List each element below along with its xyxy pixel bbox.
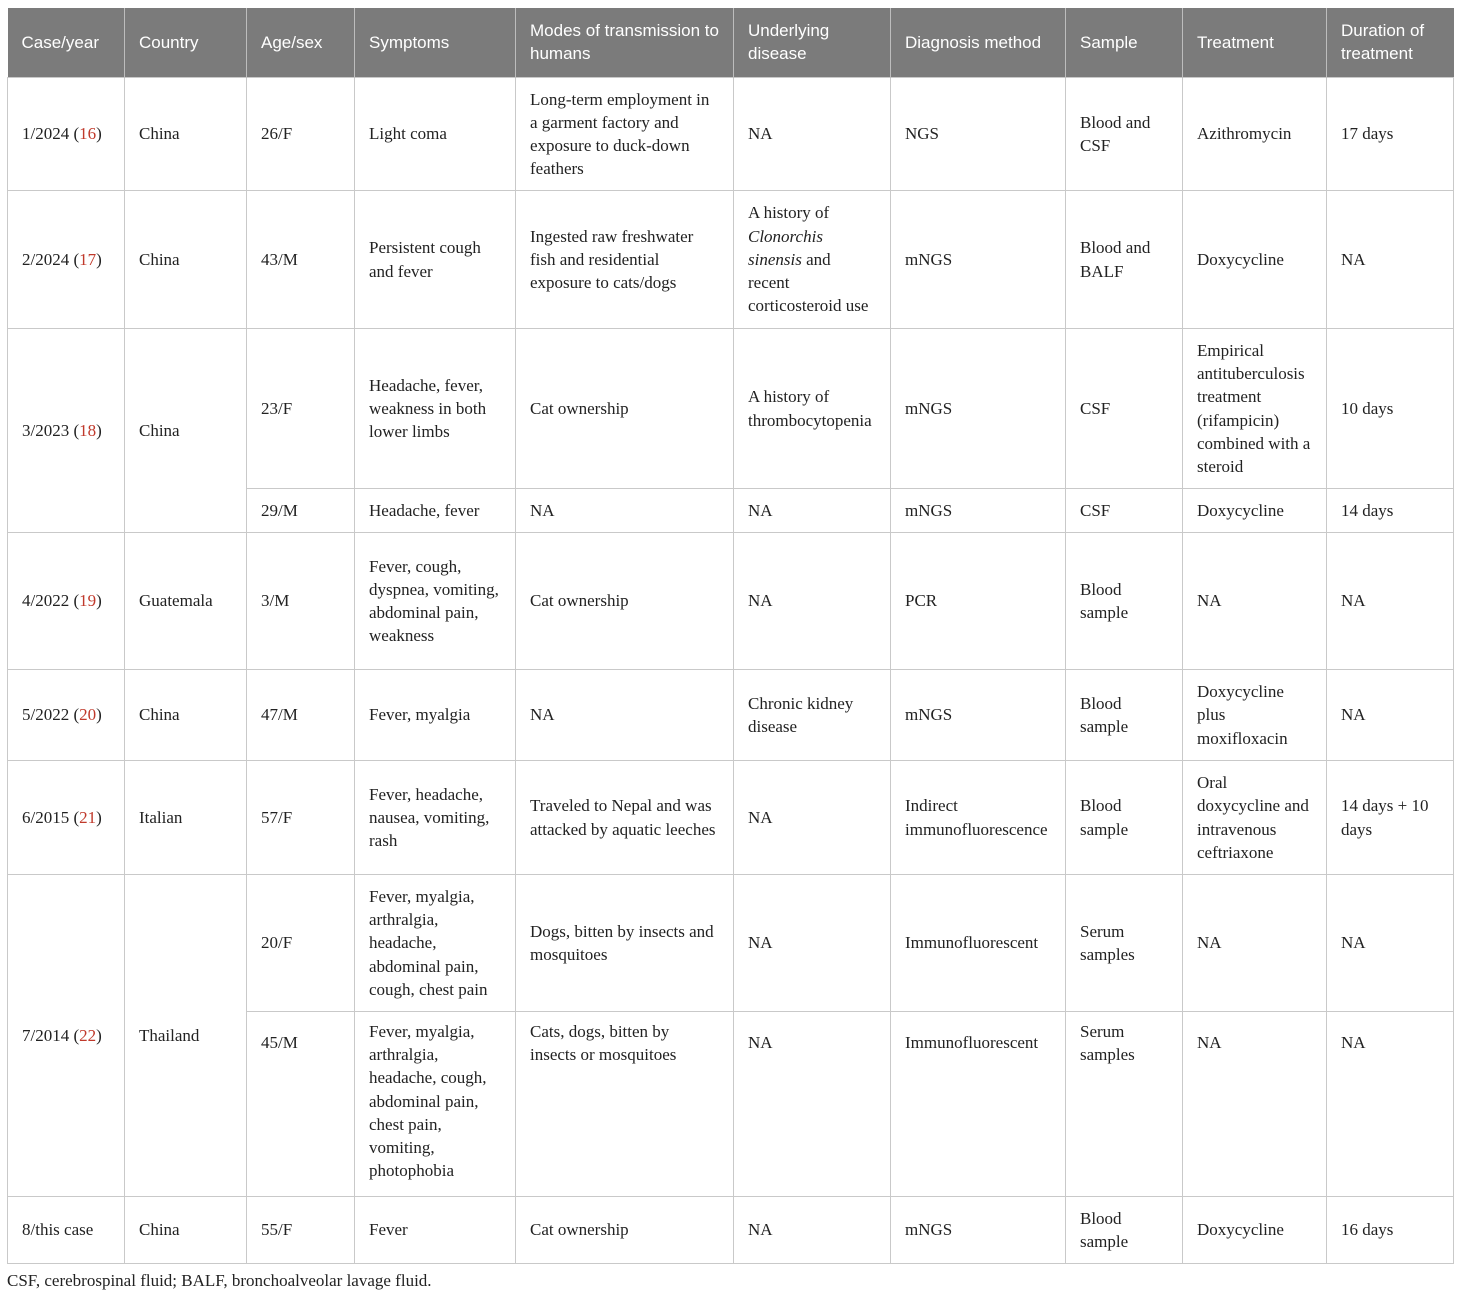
header-symptoms: Symptoms	[355, 8, 516, 78]
cell-diagnosis: mNGS	[891, 191, 1066, 329]
table-row	[8, 78, 1454, 191]
table-row	[8, 191, 1454, 329]
cell-treatment: NA	[1183, 533, 1327, 670]
cell-sample: Blood and BALF	[1066, 191, 1183, 329]
case-table	[7, 8, 1454, 1264]
cell-diagnosis: mNGS	[891, 1197, 1066, 1264]
case-table-container	[7, 8, 1453, 1264]
cell-diagnosis: mNGS	[891, 329, 1066, 489]
cell-age-sex: 57/F	[247, 761, 355, 875]
cell-age-sex: 47/M	[247, 670, 355, 761]
header-transmission: Modes of transmission to humans	[516, 8, 734, 78]
cell-diagnosis: NGS	[891, 78, 1066, 191]
cell-case: 1/2024 (16)	[8, 78, 125, 191]
table-row	[8, 761, 1454, 875]
cell-duration: NA	[1327, 875, 1454, 1012]
reference-link[interactable]: 18	[79, 420, 97, 440]
cell-country: Guatemala	[125, 533, 247, 670]
table-footnote: CSF, cerebrospinal fluid; BALF, bronchoalveolar lavage fluid.	[7, 1271, 432, 1290]
cell-age-sex: 55/F	[247, 1197, 355, 1264]
cell-diagnosis: Immunofluorescent	[891, 875, 1066, 1012]
header-sample: Sample	[1066, 8, 1183, 78]
cell-underlying: NA	[734, 761, 891, 875]
cell-treatment: Oral doxycycline and intravenous ceftriaxone	[1183, 761, 1327, 875]
cell-transmission: Cats, dogs, bitten by insects or mosquitoes	[516, 1012, 734, 1197]
cell-age-sex: 45/M	[247, 1012, 355, 1197]
cell-underlying: A history of thrombocytopenia	[734, 329, 891, 489]
table-row	[8, 329, 1454, 489]
table-row	[8, 533, 1454, 670]
cell-case: 2/2024 (17)	[8, 191, 125, 329]
cell-sample: Serum samples	[1066, 875, 1183, 1012]
cell-treatment: NA	[1183, 875, 1327, 1012]
cell-treatment: Doxycycline plus moxifloxacin	[1183, 670, 1327, 761]
cell-transmission: Cat ownership	[516, 329, 734, 489]
cell-symptoms: Light coma	[355, 78, 516, 191]
cell-age-sex: 26/F	[247, 78, 355, 191]
reference-link[interactable]: 20	[79, 705, 97, 725]
cell-transmission: Long-term employment in a garment factory and exposure to duck-down feathers	[516, 78, 734, 191]
cell-case: 4/2022 (19)	[8, 533, 125, 670]
cell-symptoms: Headache, fever	[355, 489, 516, 533]
cell-diagnosis: PCR	[891, 533, 1066, 670]
table-row	[8, 875, 1454, 1012]
cell-symptoms: Persistent cough and fever	[355, 191, 516, 329]
table-row	[8, 670, 1454, 761]
cell-underlying: NA	[734, 875, 891, 1012]
cell-sample: Blood and CSF	[1066, 78, 1183, 191]
cell-treatment: NA	[1183, 1012, 1327, 1197]
cell-age-sex: 29/M	[247, 489, 355, 533]
cell-duration: 14 days	[1327, 489, 1454, 533]
cell-case: 6/2015 (21)	[8, 761, 125, 875]
header-row	[8, 8, 1454, 78]
cell-sample: Blood sample	[1066, 761, 1183, 875]
cell-diagnosis: Immunofluorescent	[891, 1012, 1066, 1197]
cell-duration: 16 days	[1327, 1197, 1454, 1264]
reference-link[interactable]: 19	[79, 591, 97, 611]
header-case-year: Case/year	[8, 8, 125, 78]
cell-transmission: Ingested raw freshwater fish and residential exposure to cats/dogs	[516, 191, 734, 329]
cell-age-sex: 20/F	[247, 875, 355, 1012]
cell-case: 8/this case	[8, 1197, 125, 1264]
cell-country: China	[125, 329, 247, 533]
cell-symptoms: Headache, fever, weakness in both lower limbs	[355, 329, 516, 489]
cell-transmission: NA	[516, 670, 734, 761]
cell-sample: Blood sample	[1066, 670, 1183, 761]
cell-sample: Serum samples	[1066, 1012, 1183, 1197]
cell-diagnosis: Indirect immunofluorescence	[891, 761, 1066, 875]
cell-sample: Blood sample	[1066, 1197, 1183, 1264]
cell-duration: NA	[1327, 670, 1454, 761]
cell-case: 5/2022 (20)	[8, 670, 125, 761]
cell-duration: 14 days + 10 days	[1327, 761, 1454, 875]
cell-underlying: NA	[734, 78, 891, 191]
cell-age-sex: 43/M	[247, 191, 355, 329]
cell-underlying: NA	[734, 1197, 891, 1264]
cell-age-sex: 3/M	[247, 533, 355, 670]
cell-underlying: Chronic kidney disease	[734, 670, 891, 761]
cell-symptoms: Fever, cough, dyspnea, vomiting, abdominal pain, weakness	[355, 533, 516, 670]
cell-country: China	[125, 1197, 247, 1264]
cell-transmission: Cat ownership	[516, 1197, 734, 1264]
cell-transmission: NA	[516, 489, 734, 533]
cell-treatment: Doxycycline	[1183, 489, 1327, 533]
header-age-sex: Age/sex	[247, 8, 355, 78]
cell-duration: 10 days	[1327, 329, 1454, 489]
cell-underlying: NA	[734, 1012, 891, 1197]
cell-case: 3/2023 (18)	[8, 329, 125, 533]
cell-sample: CSF	[1066, 489, 1183, 533]
cell-underlying: NA	[734, 533, 891, 670]
cell-treatment: Azithromycin	[1183, 78, 1327, 191]
reference-link[interactable]: 17	[79, 249, 97, 269]
cell-age-sex: 23/F	[247, 329, 355, 489]
cell-country: China	[125, 670, 247, 761]
cell-diagnosis: mNGS	[891, 489, 1066, 533]
header-underlying-disease: Underlying disease	[734, 8, 891, 78]
cell-underlying: NA	[734, 489, 891, 533]
cell-sample: CSF	[1066, 329, 1183, 489]
cell-country: China	[125, 78, 247, 191]
cell-sample: Blood sample	[1066, 533, 1183, 670]
cell-treatment: Doxycycline	[1183, 191, 1327, 329]
table-row	[8, 1197, 1454, 1264]
cell-case: 7/2014 (22)	[8, 875, 125, 1197]
cell-duration: NA	[1327, 1012, 1454, 1197]
reference-link[interactable]: 16	[79, 124, 97, 144]
cell-transmission: Dogs, bitten by insects and mosquitoes	[516, 875, 734, 1012]
cell-symptoms: Fever	[355, 1197, 516, 1264]
header-treatment: Treatment	[1183, 8, 1327, 78]
cell-transmission: Traveled to Nepal and was attacked by aquatic leeches	[516, 761, 734, 875]
header-diagnosis-method: Diagnosis method	[891, 8, 1066, 78]
reference-link[interactable]: 21	[79, 807, 97, 827]
cell-symptoms: Fever, myalgia, arthralgia, headache, abdominal pain, cough, chest pain	[355, 875, 516, 1012]
cell-transmission: Cat ownership	[516, 533, 734, 670]
cell-country: China	[125, 191, 247, 329]
cell-symptoms: Fever, myalgia, arthralgia, headache, cough, abdominal pain, chest pain, vomiting, photophobia	[355, 1012, 516, 1197]
header-duration: Duration of treatment	[1327, 8, 1454, 78]
cell-duration: 17 days	[1327, 78, 1454, 191]
cell-duration: NA	[1327, 191, 1454, 329]
cell-treatment: Doxycycline	[1183, 1197, 1327, 1264]
cell-treatment: Empirical antituberculosis treatment (rifampicin) combined with a steroid	[1183, 329, 1327, 489]
cell-symptoms: Fever, myalgia	[355, 670, 516, 761]
cell-duration: NA	[1327, 533, 1454, 670]
cell-diagnosis: mNGS	[891, 670, 1066, 761]
cell-country: Italian	[125, 761, 247, 875]
cell-country: Thailand	[125, 875, 247, 1197]
cell-symptoms: Fever, headache, nausea, vomiting, rash	[355, 761, 516, 875]
header-country: Country	[125, 8, 247, 78]
reference-link[interactable]: 22	[79, 1025, 97, 1045]
cell-underlying: A history of Clonorchis sinensis and recent corticosteroid use	[734, 191, 891, 329]
